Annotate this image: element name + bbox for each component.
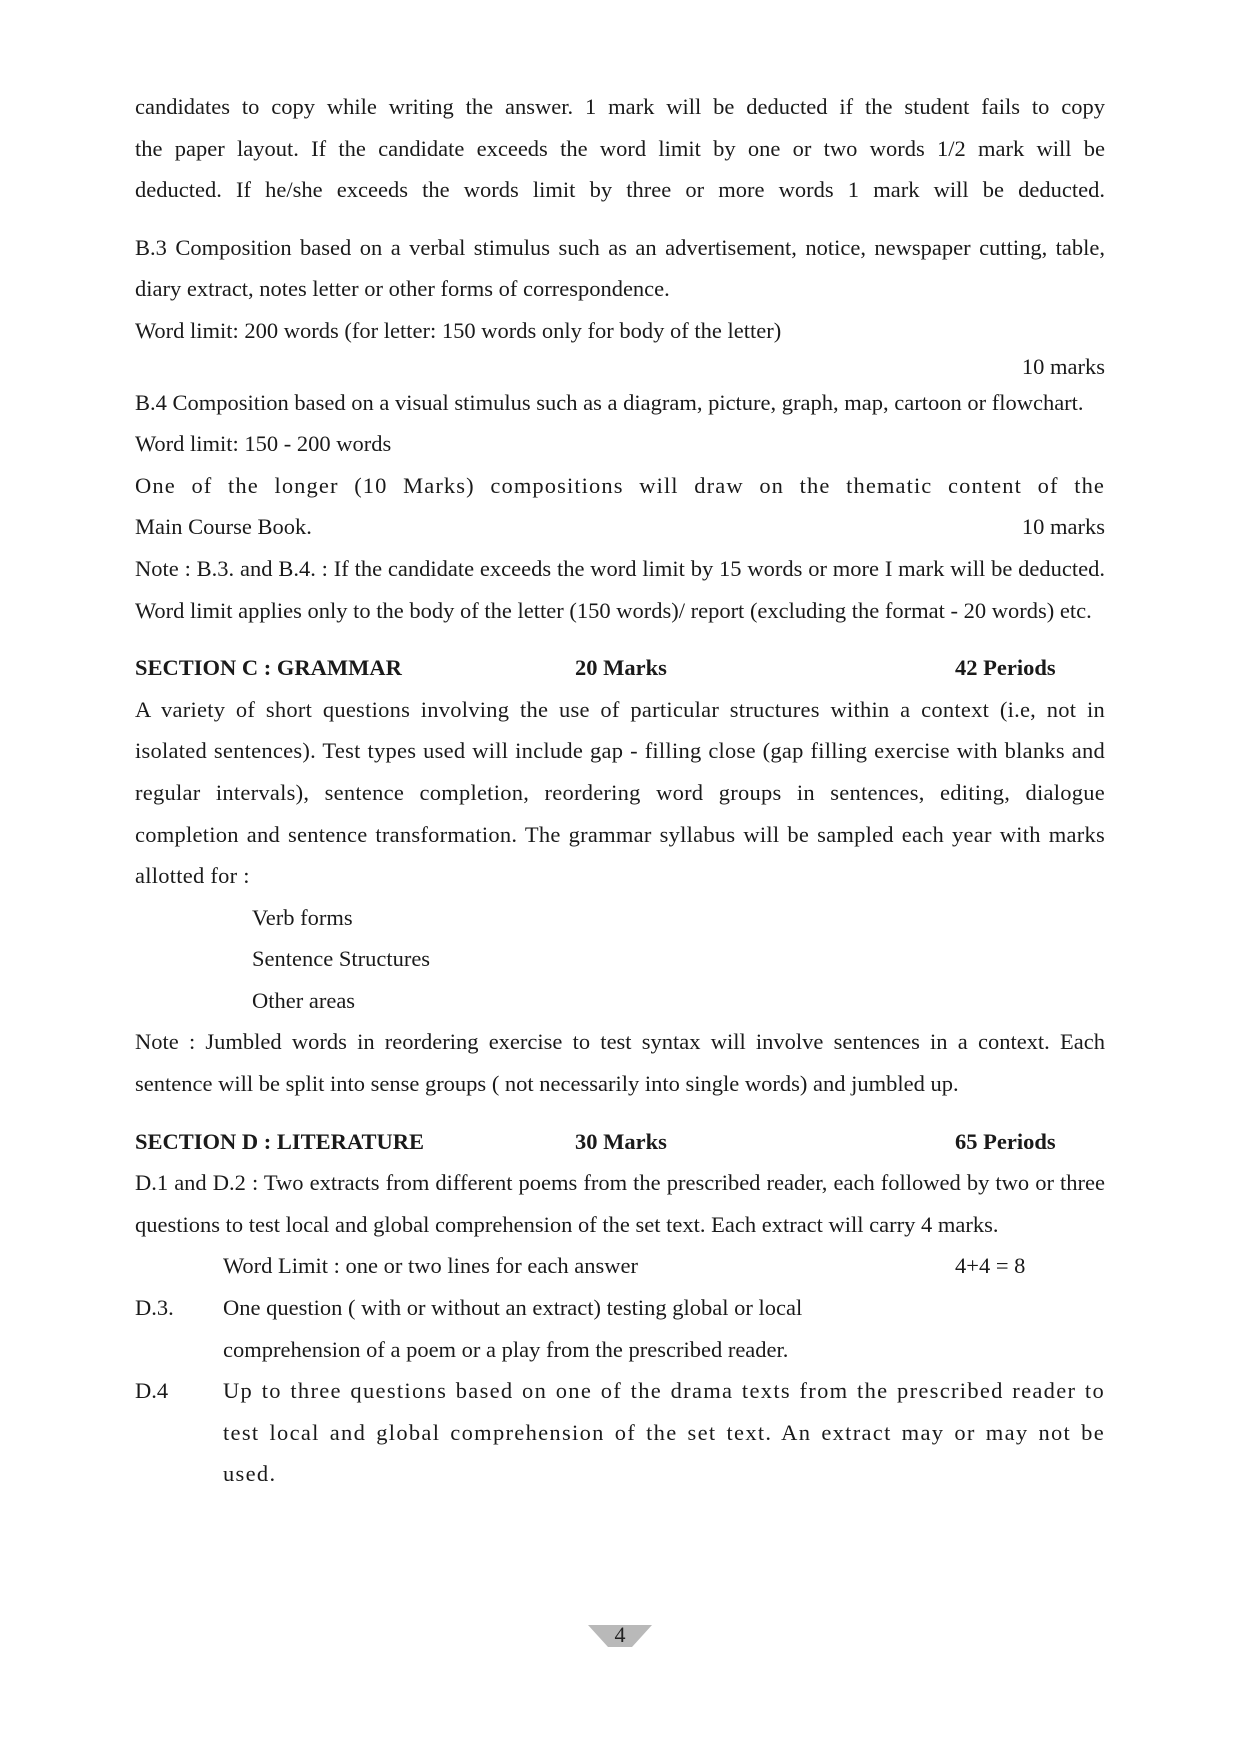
d3-body [223, 1287, 1105, 1370]
word-limit-line [135, 1245, 1105, 1287]
intro-line-3: deducted. If he/she exceeds the words limit by three or more words 1 mark will be deducted. [135, 177, 1105, 203]
b3-marks: 10 marks [1021, 353, 1105, 379]
d3-label: D.3. [135, 1295, 174, 1321]
page-number-badge [588, 1624, 652, 1648]
b4-word-limit: Word limit: 150 - 200 words [135, 431, 392, 457]
word-limit-marks: 4+4 = 8 [955, 1253, 1026, 1279]
grammar-items-list [135, 897, 1105, 1022]
b4-marks: 10 marks [1021, 514, 1105, 540]
b4-longer-line-1: One of the longer (10 Marks) compositions will draw on the thematic content of the [135, 472, 1105, 498]
page-number: 4 [614, 1622, 626, 1647]
section-c-note: Note : Jumbled words in reordering exercise to test syntax will involve sentences in a context. Each sentence will be split into sense groups ( not necessarily into single words) and jumbled up. [135, 1029, 1105, 1097]
b3-word-limit: Word limit: 200 words (for letter: 150 words only for body of the letter) [135, 317, 782, 343]
d4-item [135, 1370, 1105, 1495]
section-c-marks: 20 Marks [575, 655, 667, 681]
d3-line-2: comprehension of a poem or a play from the prescribed reader. [223, 1336, 789, 1362]
word-limit-text: Word Limit : one or two lines for each answer [223, 1253, 638, 1279]
section-c-title: SECTION C : GRAMMAR [135, 655, 402, 681]
d4-body: Up to three questions based on one of the drama texts from the prescribed reader to test local and global comprehension of the set text. An extract may or may not be used. [223, 1378, 1105, 1487]
b3-paragraph: B.3 Composition based on a verbal stimulus such as an advertisement, notice, newspaper cutting, table, diary extract, notes letter or other forms of correspondence. [135, 234, 1105, 302]
d4-label: D.4 [135, 1378, 169, 1404]
d3-line-1: One question ( with or without an extract) testing global or local [223, 1295, 803, 1321]
d12-paragraph: D.1 and D.2 : Two extracts from different poems from the prescribed reader, each followed by two or three questions to test local and global comprehension of the set text. Each extract will carry 4 marks. [135, 1170, 1105, 1237]
section-c-body: A variety of short questions involving the use of particular structures within a context (i.e, not in isolated sentences). Test types used will include gap - filling close (gap filling exercise with blanks and regular intervals), sentence completion, reordering word groups in sentences, editing, dialogue completion and sentence transformation. The grammar syllabus will be sampled each year with marks allotted for : [135, 696, 1105, 889]
note-b-paragraph: Note : B.3. and B.4. : If the candidate exceeds the word limit by 15 words or more I mark will be deducted. Word limit applies only to the body of the letter (150 words)/ report (excluding the format - 20 words) etc. [135, 555, 1105, 623]
b4-longer-line-2 [135, 506, 1105, 548]
section-c-heading [135, 647, 1105, 689]
page-content [135, 86, 1105, 1495]
grammar-item-sentence-structures: Sentence Structures [252, 946, 431, 972]
section-d-marks: 30 Marks [575, 1128, 667, 1154]
grammar-item-other-areas: Other areas [252, 987, 356, 1013]
section-d-periods: 65 Periods [955, 1128, 1056, 1154]
section-c-periods: 42 Periods [955, 655, 1056, 681]
intro-line-1: candidates to copy while writing the answer. 1 mark will be deducted if the student fails to copy [135, 94, 1105, 119]
grammar-item-verb-forms: Verb forms [252, 904, 353, 930]
b4-paragraph: B.4 Composition based on a visual stimulus such as a diagram, picture, graph, map, cartoon or flowchart. [135, 389, 1084, 415]
d3-item [135, 1287, 1105, 1370]
section-d-title: SECTION D : LITERATURE [135, 1128, 425, 1154]
intro-paragraph [135, 86, 1105, 211]
intro-line-2: the paper layout. If the candidate exceeds the word limit by one or two words 1/2 mark will be [135, 135, 1105, 161]
section-d-heading [135, 1121, 1105, 1163]
b4-longer-text: Main Course Book. [135, 514, 312, 540]
